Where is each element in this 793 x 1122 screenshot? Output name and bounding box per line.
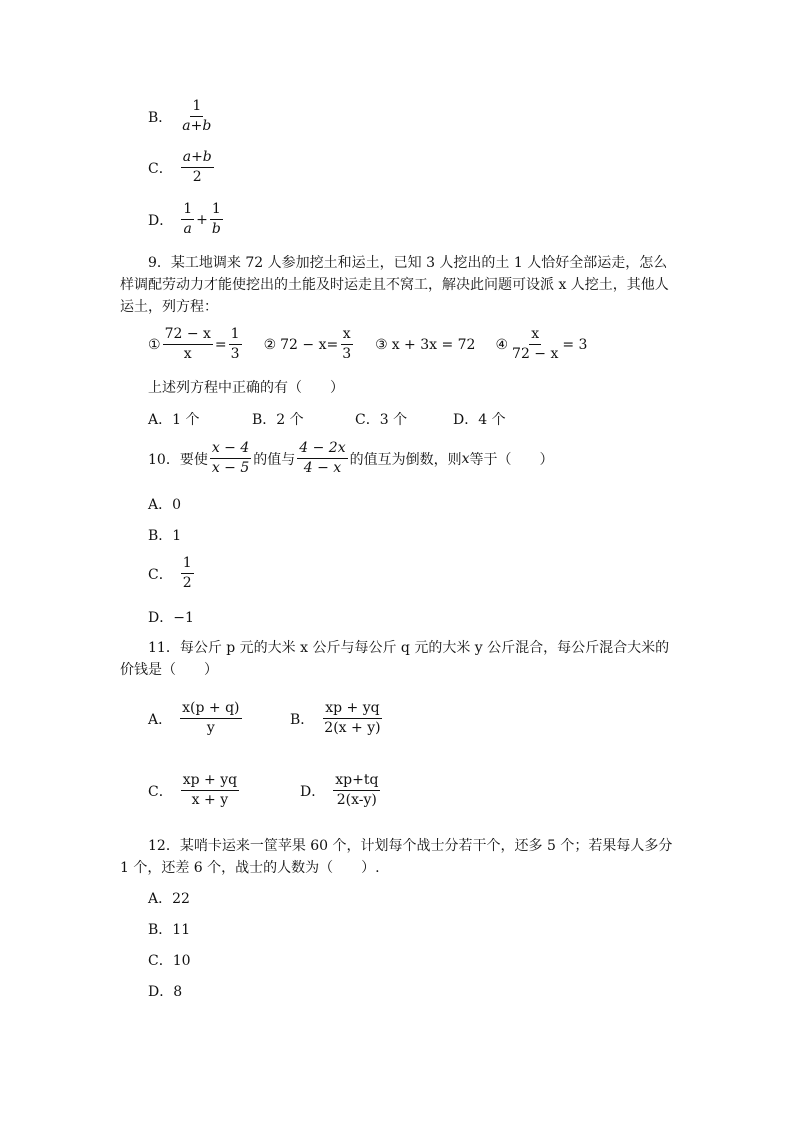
fraction: [181, 555, 194, 592]
q10-option-d: D．−1: [148, 610, 194, 626]
denominator: a: [183, 221, 192, 237]
denominator: b: [211, 221, 221, 237]
fraction: [181, 149, 214, 186]
fraction: [340, 326, 353, 363]
numerator: 4 − 2x: [297, 440, 347, 459]
q8-option-d: [148, 201, 225, 238]
q10-suffix-2: 等于（ ）: [469, 451, 554, 468]
q12-stem: 12．某哨卡运来一筐苹果 60 个，计划每个战士分若干个，还多 5 个；若果每人多分 1 个，还差 6 个，战士的人数为（ ）.: [120, 838, 673, 876]
q11-option-d: [300, 772, 382, 809]
q8-option-b: [148, 98, 215, 135]
q10-prefix: 10．要使: [148, 451, 208, 468]
option-label: C．: [148, 566, 173, 583]
q11-stem: 11．每公斤 p 元的大米 x 公斤与每公斤 q 元的大米 y 公斤混合，每公斤混合大米的价钱是（ ）: [120, 640, 670, 678]
denominator: 3: [342, 346, 352, 362]
numerator: 1: [229, 326, 242, 345]
numerator: xp+tq: [333, 772, 380, 791]
equation-3: [375, 337, 475, 353]
fraction: [180, 98, 213, 135]
fraction: [163, 326, 213, 363]
q10-option-a: A．0: [148, 497, 182, 513]
denominator: 2(x + y): [324, 720, 381, 736]
q9-option-b: B．2 个: [252, 412, 304, 428]
equals-sign: =: [214, 336, 227, 353]
option-label: B．: [290, 711, 315, 728]
numerator: x: [341, 326, 353, 345]
fraction: [510, 326, 560, 363]
q9-stem: 9．某工地调来 72 人参加挖土和运土，已知 3 人挖出的土 1 人恰好全部运走，怎么样调配劳动力才能使挖出的土能及时运走且不窝工，解决此问题可设派 x 人挖土，其他人运土，列方程：: [120, 255, 669, 315]
equation-expr: x + 3x = 72: [391, 336, 476, 353]
fraction: [210, 440, 251, 477]
fraction: [210, 201, 223, 238]
q12-option-a: A．22: [148, 891, 190, 907]
equation-1: [148, 326, 244, 363]
fraction: [297, 440, 347, 477]
denominator: a+b: [182, 118, 212, 134]
q11-option-b: [290, 700, 385, 737]
denominator: x: [183, 346, 192, 362]
q12-option-b: B．11: [148, 922, 191, 938]
denominator: 4 − x: [303, 460, 342, 476]
numerator: 1: [181, 201, 194, 220]
fraction: [229, 326, 242, 363]
numerator: xp + yq: [323, 700, 381, 719]
numerator: x(p + q): [180, 700, 241, 719]
equation-lhs: 72 − x=: [280, 336, 339, 353]
plus-sign: +: [196, 211, 208, 228]
equation-2: [264, 326, 356, 363]
numerator: 1: [181, 555, 194, 574]
circled-number: ②: [263, 336, 277, 353]
option-label: D．: [300, 783, 326, 800]
q12-option-d: D．8: [148, 984, 183, 1000]
q11-option-c: [148, 772, 241, 809]
q10-variable: x: [461, 450, 470, 467]
denominator: 2(x-y): [336, 792, 377, 808]
q11-option-a: [148, 700, 244, 737]
q10-option-c: [148, 555, 196, 592]
option-label: C．: [148, 160, 173, 177]
q9-option-d: D．4 个: [453, 412, 506, 428]
fraction: [333, 772, 380, 809]
denominator: x − 5: [211, 460, 250, 476]
denominator: 3: [230, 346, 240, 362]
fraction: [322, 700, 382, 737]
q9-option-a: A．1 个: [148, 412, 200, 428]
denominator: y: [206, 720, 215, 736]
option-label: B．: [148, 109, 173, 126]
numerator: 1: [190, 98, 203, 117]
fraction: [181, 201, 194, 238]
option-label: A．: [148, 711, 173, 728]
numerator: a+b: [181, 149, 214, 168]
q9-option-c: C．3 个: [355, 412, 408, 428]
q8-option-c: [148, 149, 216, 186]
circled-number: ③: [375, 336, 388, 353]
circled-number: ①: [148, 336, 161, 353]
fraction: [181, 772, 239, 809]
equation-4: [495, 326, 587, 363]
option-label: C．: [148, 783, 173, 800]
denominator: 2: [182, 575, 192, 591]
numerator: 1: [210, 201, 223, 220]
denominator: 72 − x: [512, 346, 559, 362]
equation-rhs: = 3: [562, 336, 588, 353]
numerator: x − 4: [210, 440, 251, 459]
q9-equations: [148, 326, 587, 363]
q10-option-b: B．1: [148, 528, 182, 544]
q9-question: 上述列方程中正确的有（ ）: [148, 380, 344, 396]
q10-stem: [148, 440, 554, 477]
q10-mid: 的值与: [253, 451, 296, 468]
circled-number: ④: [495, 336, 509, 353]
denominator: x + y: [191, 792, 229, 808]
option-label: D．: [148, 212, 174, 229]
q10-suffix: 的值互为倒数，则: [349, 451, 462, 468]
numerator: xp + yq: [181, 772, 239, 791]
q12-option-c: C．10: [148, 953, 191, 969]
denominator: 2: [192, 169, 202, 185]
numerator: 72 − x: [163, 326, 213, 345]
fraction: [180, 700, 241, 737]
numerator: x: [529, 326, 541, 345]
